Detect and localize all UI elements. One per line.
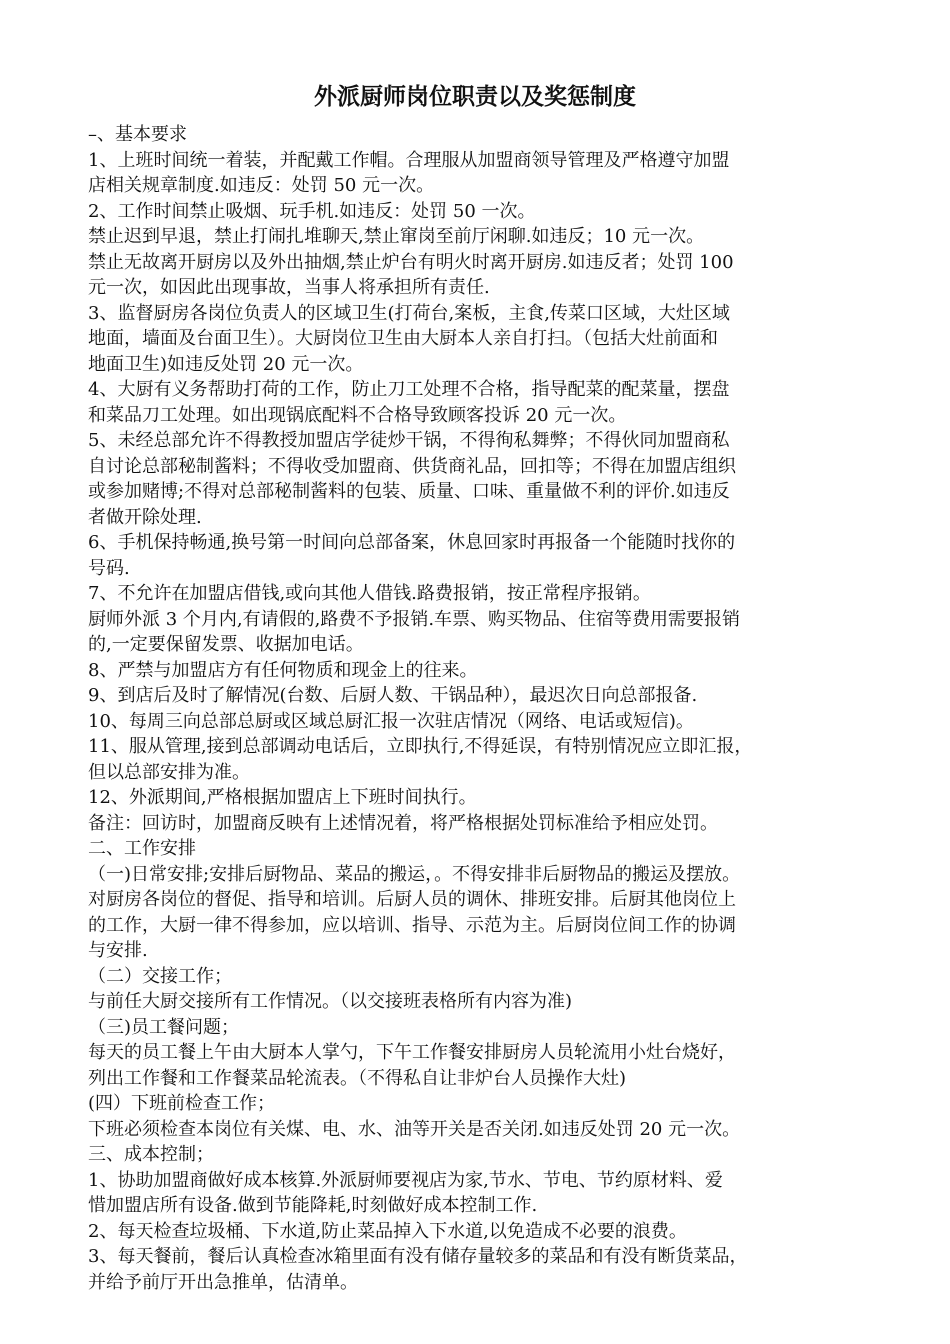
text-line: 号码.	[88, 557, 130, 579]
document-body	[88, 122, 910, 1295]
text-line: （三)员工餐问题；	[88, 1016, 240, 1038]
text-line: 和菜品刀工处理。如出现锅底配料不合格导致顾客投诉 20 元一次。	[88, 404, 627, 426]
text-line: 或参加赌博;不得对总部秘制酱料的包装、质量、口味、重量做不利的评价.如违反	[88, 481, 730, 502]
text-line: 4、大厨有义务帮助打荷的工作，防止刀工处理不合格，指导配菜的配菜量，摆盘	[88, 379, 730, 400]
text-line: （二）交接工作；	[88, 965, 232, 987]
text-line: 5、未经总部允许不得教授加盟店学徒炒干锅，不得徇私舞弊；不得伙同加盟商私	[88, 430, 730, 451]
text-line: 3、每天餐前，餐后认真检查冰箱里面有没有储存量较多的菜品和有没有断货菜品，	[88, 1246, 748, 1267]
text-line: 地面，墙面及台面卫生）。大厨岗位卫生由大厨本人亲自打扫。（包括大灶前面和	[88, 328, 718, 349]
text-line: –、基本要求	[88, 124, 187, 145]
text-line: 自讨论总部秘制酱料；不得收受加盟商、供货商礼品，回扣等；不得在加盟店组织	[88, 455, 736, 477]
text-line: 三、成本控制；	[88, 1144, 214, 1165]
text-line: 店相关规章制度.如违反：处罚 50 元一次。	[88, 175, 435, 196]
text-line: 厨师外派 3 个月内,有请假的,路费不予报销.车票、购买物品、住宿等费用需要报销	[88, 608, 741, 630]
text-line: 8、严禁与加盟店方有任何物质和现金上的往来。	[88, 659, 478, 681]
text-line: 地面卫生)如违反处罚 20 元一次。	[88, 353, 364, 375]
document-title: 外派厨师岗位职责以及奖惩制度	[314, 84, 636, 110]
text-line: 元一次，如因此出现事故，当事人将承担所有责任.	[88, 277, 490, 298]
text-line: 对厨房各岗位的督促、指导和培训。后厨人员的调休、排班安排。后厨其他岗位上	[88, 889, 736, 910]
text-line: 9、到店后及时了解情况(台数、后厨人数、干锅品种），最迟次日向总部报备.	[88, 685, 698, 706]
text-line: 的,一定要保留发票、收据加电话。	[88, 634, 364, 655]
text-line: 但以总部安排为准。	[88, 761, 250, 783]
text-line: 3、监督厨房各岗位负责人的区域卫生(打荷台,案板，主食,传菜口区域，大灶区域	[88, 302, 730, 324]
text-line: 惜加盟店所有设备.做到节能降耗,时刻做好成本控制工作.	[88, 1195, 538, 1216]
text-line: 二、工作安排	[88, 838, 196, 859]
text-line: 备注：回访时，加盟商反映有上述情况着，将严格根据处罚标准给予相应处罚。	[88, 812, 718, 834]
text-line: 者做开除处理.	[88, 506, 202, 528]
text-line: 与安排.	[88, 940, 148, 961]
text-line: 的工作，大厨一律不得参加，应以培训、指导、示范为主。后厨岗位间工作的协调	[88, 914, 736, 936]
text-line: 1、上班时间统一着装，并配戴工作帽。合理服从加盟商领导管理及严格遵守加盟	[88, 149, 730, 171]
text-line: 2、每天检查垃圾桶、下水道,防止菜品掉入下水道,以免造成不必要的浪费。	[88, 1220, 687, 1242]
text-line: 1、协助加盟商做好成本核算.外派厨师要视店为家,节水、节电、节约原材料、爱	[88, 1169, 723, 1191]
text-line: 7、不允许在加盟店借钱,或向其他人借钱.路费报销，按正常程序报销。	[88, 583, 651, 604]
text-line: 并给予前厅开出急推单，估清单。	[88, 1271, 358, 1293]
text-line: 6、手机保持畅通,换号第一时间向总部备案，休息回家时再报备一个能随时找你的	[88, 532, 736, 553]
text-line: 与前任大厨交接所有工作情况。（以交接班表格所有内容为准)	[88, 991, 573, 1012]
text-line: (四）下班前检查工作；	[88, 1093, 276, 1114]
text-line: 2、工作时间禁止吸烟、玩手机.如违反：处罚 50 一次。	[88, 200, 536, 222]
text-line: （一)日常安排;安排后厨物品、菜品的搬运，。不得安排非后厨物品的搬运及摆放。	[88, 863, 741, 885]
text-line: 10、每周三向总部总厨或区域总厨汇报一次驻店情况（网络、电话或短信)。	[88, 710, 694, 732]
text-line: 下班必须检查本岗位有关煤、电、水、油等开关是否关闭.如违反处罚 20 元一次。	[88, 1118, 741, 1140]
text-line: 禁止无故离开厨房以及外出抽烟,禁止炉台有明火时离开厨房.如违反者；处罚 100	[88, 251, 734, 273]
text-line: 每天的员工餐上午由大厨本人掌勺，下午工作餐安排厨房人员轮流用小灶台烧好，	[88, 1042, 736, 1063]
text-line: 列出工作餐和工作餐菜品轮流表。（不得私自让非炉台人员操作大灶)	[88, 1067, 627, 1089]
text-line: 12、外派期间,严格根据加盟店上下班时间执行。	[88, 787, 477, 808]
text-line: 禁止迟到早退，禁止打闹扎堆聊天,禁止窜岗至前厅闲聊.如违反；10 元一次。	[88, 226, 705, 247]
text-line: 11、服从管理,接到总部调动电话后，立即执行,不得延误，有特别情况应立即汇报，	[88, 736, 753, 757]
